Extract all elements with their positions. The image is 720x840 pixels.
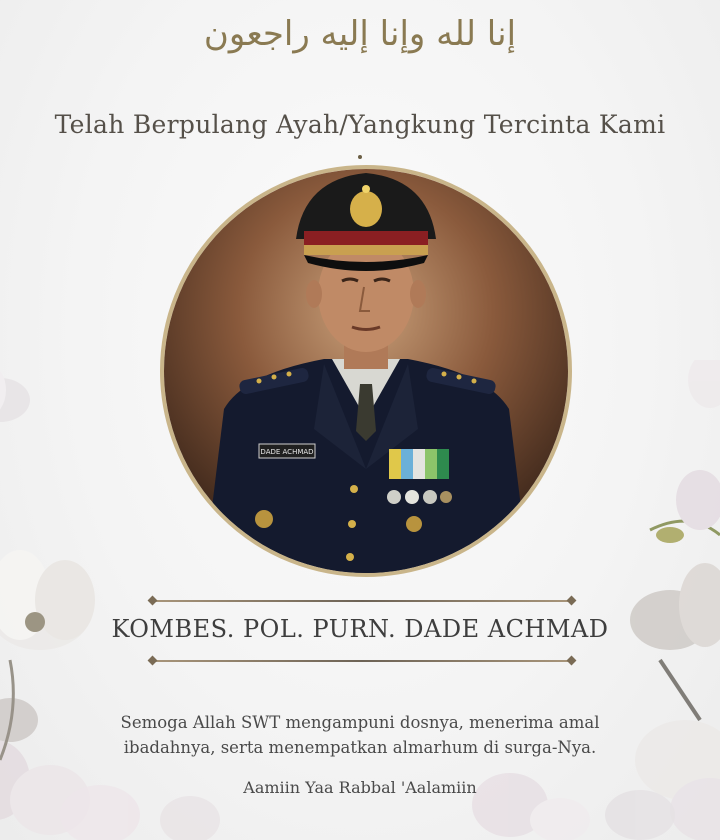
top-divider: [152, 600, 572, 602]
arabic-phrase: إنا لله وإنا إليه راجعون: [203, 14, 517, 54]
portrait-photo: [160, 165, 572, 577]
closing-text: Aamiin Yaa Rabbal 'Aalamiin: [243, 778, 477, 797]
bottom-divider: [152, 660, 572, 662]
heading: Telah Berpulang Ayah/Yangkung Tercinta Kami: [54, 110, 666, 139]
prayer-line-1: Semoga Allah SWT mengampuni dosnya, menerima amal: [120, 713, 600, 732]
prayer-line-2: ibadahnya, serta menempatkan almarhum di surga-Nya.: [123, 738, 597, 757]
magnolia-flowers-bottom: [40, 760, 680, 840]
prayer-text: [0, 710, 720, 760]
name-tag-text: DADE ACHMAD: [260, 448, 314, 456]
divider-dot: [358, 155, 362, 159]
deceased-name: KOMBES. POL. PURN. DADE ACHMAD: [111, 615, 609, 643]
